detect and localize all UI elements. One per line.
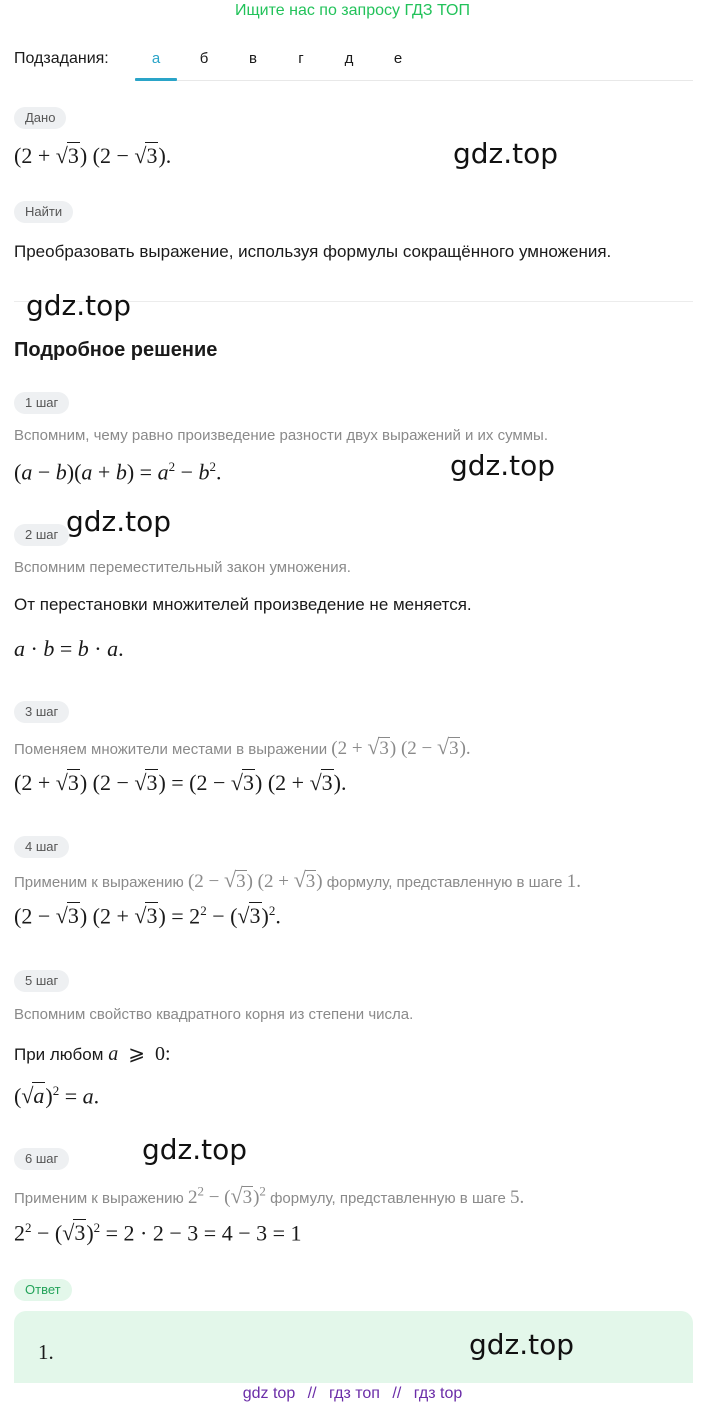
footer-separator: // xyxy=(307,1385,317,1402)
tabs-divider xyxy=(135,80,693,81)
watermark: gdz.top xyxy=(66,505,172,538)
watermark: gdz.top xyxy=(26,289,132,322)
step-6-formula: $2^2 - (√3)^2 = 2 \cdot 2 - 3 = 4 - 3 = 1$ xyxy=(14,1220,302,1246)
tab-v[interactable]: в xyxy=(249,50,257,67)
step-3-formula: (2 + √3) (2 − √3) = (2 − √3) (2 + √3). xyxy=(14,770,347,795)
step-5-text xyxy=(14,1041,171,1066)
footer-separator: // xyxy=(392,1385,402,1402)
answer-chip: Ответ xyxy=(14,1279,72,1301)
step-2-text: От перестановки множителей произведение не меняется. xyxy=(14,595,472,614)
footer-link-gdz-top-mixed[interactable]: гдз top xyxy=(413,1385,463,1402)
step-5-text-label: При любом xyxy=(14,1045,104,1064)
step-2-formula: a · b = b · a. xyxy=(14,636,124,661)
watermark: gdz.top xyxy=(142,1133,248,1166)
step-6-hint-text: Применим к выражению xyxy=(14,1190,184,1207)
step-5-formula: $(√a)^2 = a$. xyxy=(14,1083,100,1109)
step-1-chip: 1 шаг xyxy=(14,392,69,414)
footer-link-gdz-top-ru[interactable]: гдз топ xyxy=(329,1385,380,1402)
find-chip: Найти xyxy=(14,201,73,223)
find-text: Преобразовать выражение, используя формулы сокращённого умножения. xyxy=(14,242,612,261)
step-1-formula: $(a - b)(a + b) = a^2 - b^2$. xyxy=(14,459,222,485)
watermark: gdz.top xyxy=(450,449,556,482)
step-4-formula: (2 − √3) $(2 + √3) = 2^2 - (√3)^2$. xyxy=(14,903,281,929)
tab-e[interactable]: е xyxy=(393,50,403,67)
step-4-chip: 4 шаг xyxy=(14,836,69,858)
step-3-hint-text: Поменяем множители местами в выражении xyxy=(14,741,328,758)
step-1-hint: Вспомним, чему равно произведение разности двух выражений и их суммы. xyxy=(14,427,549,444)
given-chip: Дано xyxy=(14,107,66,129)
tab-d[interactable]: д xyxy=(344,50,354,67)
step-6-hint-tail-math: 5. xyxy=(509,1187,525,1208)
watermark: gdz.top xyxy=(453,137,559,170)
step-5-chip: 5 шаг xyxy=(14,970,69,992)
search-banner: Ищите нас по запросу ГДЗ ТОП xyxy=(235,2,470,19)
footer-link-gdz-top[interactable]: gdz top xyxy=(242,1385,296,1402)
answer-box xyxy=(14,1311,693,1383)
footer-links xyxy=(0,1385,705,1403)
subtasks-label: Подзадания: xyxy=(14,50,109,67)
solution-title: Подробное решение xyxy=(14,339,218,361)
step-4-hint-tail: формулу, представленную в шаге xyxy=(326,874,563,891)
step-4-hint-math: (2 − √3) (2 + √3) xyxy=(187,867,323,892)
step-5-hint: Вспомним свойство квадратного корня из степени числа. xyxy=(14,1006,414,1023)
watermark: gdz.top xyxy=(469,1328,575,1361)
step-4-hint-text: Применим к выражению xyxy=(14,874,184,891)
tab-g[interactable]: г xyxy=(298,50,304,67)
tab-a[interactable]: а xyxy=(151,50,161,67)
step-2-chip: 2 шаг xyxy=(14,524,69,546)
step-6-chip: 6 шаг xyxy=(14,1148,69,1170)
step-3-chip: 3 шаг xyxy=(14,701,69,723)
step-5-text-math: a ⩾ 0: xyxy=(108,1043,171,1065)
step-4-hint-tail-math: 1. xyxy=(566,871,581,892)
active-tab-indicator xyxy=(135,78,177,81)
given-expression: (2 + √3) (2 − √3). xyxy=(14,143,172,168)
answer-value: 1. xyxy=(38,1340,54,1364)
step-6-hint xyxy=(14,1183,524,1209)
step-6-hint-tail: формулу, представленную в шаге xyxy=(270,1190,506,1207)
step-6-hint-math: $2^2 - (√3)^2$ xyxy=(187,1183,266,1208)
tab-b[interactable]: б xyxy=(199,50,209,67)
step-4-hint xyxy=(14,867,581,893)
step-2-hint: Вспомним переместительный закон умножения. xyxy=(14,559,351,576)
step-3-hint-math: (2 + √3) (2 − √3). xyxy=(331,734,471,759)
step-3-hint xyxy=(14,734,471,760)
